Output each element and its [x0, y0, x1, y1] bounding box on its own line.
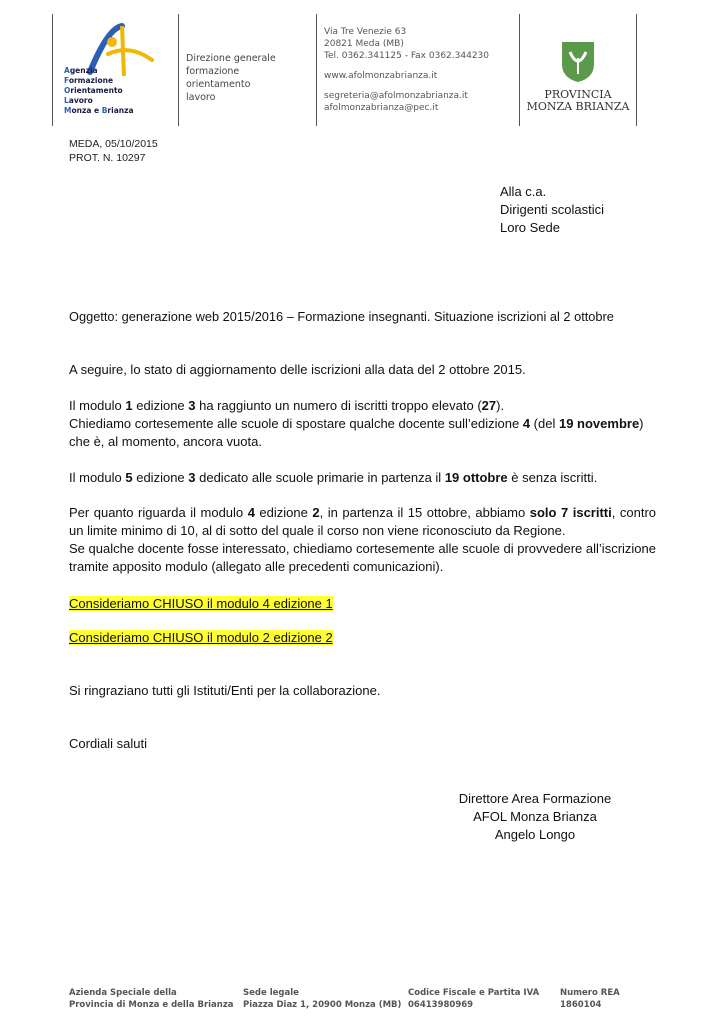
- intro-paragraph: A seguire, lo stato di aggiornamento delle iscrizioni alla data del 2 ottobre 2015.: [69, 362, 526, 377]
- closed-notice-2: [69, 629, 333, 647]
- province-logo: [526, 40, 630, 116]
- protocol-number: PROT. N. 10297: [69, 152, 146, 164]
- footer-col-2: Sede legale Piazza Diaz 1, 20900 Monza (MB): [243, 988, 402, 1010]
- agency-line: Monza e Brianza: [64, 106, 134, 115]
- direction-line: formazione: [186, 66, 240, 77]
- direction-line: Direzione generale: [186, 53, 276, 64]
- direction-block: [186, 52, 276, 104]
- agency-line: Formazione: [64, 76, 114, 85]
- province-name-2: MONZA BRIANZA: [526, 100, 630, 113]
- paragraph-modulo-4: Per quanto riguarda il modulo 4 edizione 2, in partenza il 15 ottobre, abbiamo solo 7 iscritti, contro un limite minimo di 10, al di sotto del quale il corso non viene riconosciuto da Regione. Se qualche docente fosse interessato, chiediamo cortesemente alle scuole di provvedere all’iscrizione tramite apposito modulo (allegato alle precedenti comunicazioni).: [69, 505, 657, 574]
- recipient-line: Dirigenti scolastici: [500, 202, 605, 217]
- paragraph-modulo-5: Il modulo 5 edizione 3 dedicato alle scuole primarie in partenza il 19 ottobre è senza iscritti.: [69, 470, 598, 485]
- recipient-block: [500, 183, 604, 237]
- thanks: Si ringraziano tutti gli Istituti/Enti per la collaborazione.: [69, 683, 381, 698]
- recipient-line: Alla c.a.: [500, 184, 547, 199]
- closed-notice-1-text: Consideriamo CHIUSO il modulo 4 edizione 1: [69, 596, 333, 611]
- website-link[interactable]: www.afolmonzabrianza.it: [324, 71, 438, 81]
- address-phone: Tel. 0362.341125 - Fax 0362.344230: [324, 51, 489, 61]
- footer-col-4: Numero REA 1860104: [560, 988, 620, 1010]
- place-date: MEDA, 05/10/2015: [69, 138, 158, 150]
- afol-logo: [60, 20, 170, 120]
- header-divider-4: [519, 14, 520, 126]
- greeting: Cordiali saluti: [69, 736, 148, 751]
- province-shield-icon: [558, 40, 598, 84]
- header-divider-2: [178, 14, 179, 126]
- pec-email-link[interactable]: afolmonzabrianza@pec.it: [324, 103, 439, 113]
- closed-notice-1: [69, 595, 333, 613]
- header-divider-3: [316, 14, 317, 126]
- province-name-1: PROVINCIA: [544, 88, 612, 101]
- address-block: [324, 26, 489, 114]
- paragraph-modulo-1: Il modulo 1 edizione 3 ha raggiunto un numero di iscritti troppo elevato (27). Chiediamo cortesemente alle scuole di spostare qualche docente sull’edizione 4 (del 19 novembre) che è, al momento, ancora vuota.: [69, 398, 644, 449]
- subject: Oggetto: generazione web 2015/2016 – Formazione insegnanti. Situazione iscrizioni al 2 ottobre: [69, 309, 614, 324]
- email-link[interactable]: segreteria@afolmonzabrianza.it: [324, 91, 468, 101]
- header-divider-1: [52, 14, 53, 126]
- agency-line: Agenzia: [64, 66, 98, 75]
- footer-col-3: Codice Fiscale e Partita IVA 06413980969: [408, 988, 540, 1010]
- signature-name: Angelo Longo: [494, 827, 576, 842]
- signature-block: [440, 790, 630, 844]
- recipient-line: Loro Sede: [500, 220, 560, 235]
- closed-notice-2-text: Consideriamo CHIUSO il modulo 2 edizione 2: [69, 630, 333, 645]
- meta-block: [69, 137, 158, 165]
- header-divider-5: [636, 14, 637, 126]
- agency-line: Lavoro: [64, 96, 93, 105]
- direction-line: orientamento: [186, 79, 251, 90]
- footer-col-1: Azienda Speciale della Provincia di Monza e della Brianza: [69, 988, 234, 1010]
- signature-org: AFOL Monza Brianza: [473, 809, 597, 824]
- address-street: Via Tre Venezie 63: [324, 27, 407, 37]
- signature-title: Direttore Area Formazione: [458, 791, 612, 806]
- direction-line: lavoro: [186, 92, 216, 103]
- agency-line: Orientamento: [64, 86, 123, 95]
- address-city: 20821 Meda (MB): [324, 39, 404, 49]
